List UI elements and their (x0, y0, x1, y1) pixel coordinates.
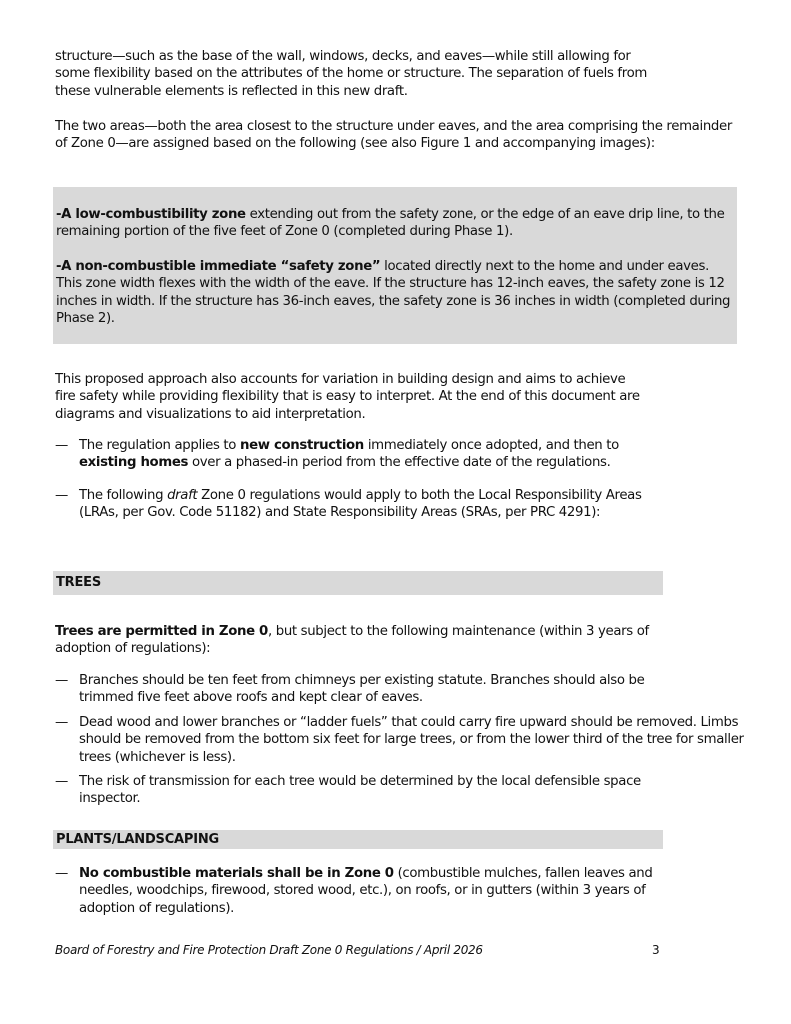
list-item: — Dead wood and lower branches or “ladder fuels” that could carry fire upward should be removed. Limbs should be removed from the bottom six feet for large trees, or from the lower third of the tree for smaller trees (whichever is less). (55, 715, 744, 765)
low-combustibility-zone-label: -A low-combustibility zone (56, 207, 246, 222)
dash-marker: — (55, 438, 68, 453)
dash-marker: — (55, 488, 68, 503)
zone-definitions-callout (53, 187, 737, 344)
safety-zone-text: located directly next to the home and under eaves. This zone width flexes with the width of the eave. If the structure has 12-inch eaves, the safety zone is 12 inches in width. If the structure has 36-inch eaves, the safety zone is 36 inches in width (completed during Phase 2). (56, 259, 731, 327)
dash-marker: — (55, 673, 68, 688)
low-combustibility-zone-item (56, 206, 736, 241)
existing-homes-term: existing homes (79, 455, 189, 471)
new-construction-term: new construction (239, 438, 364, 453)
trees-section-heading: TREES (53, 571, 663, 595)
safety-zone-label: -A non-combustible immediate “safety zone” (56, 259, 381, 274)
dash-marker: — (55, 715, 68, 730)
draft-term: draft (167, 488, 198, 503)
page-number: 3 (652, 943, 660, 957)
dash-marker: — (55, 866, 68, 881)
no-combustible-materials-label: No combustible materials shall be in Zone 0 (79, 866, 394, 881)
plants-section-heading: PLANTS/LANDSCAPING (53, 830, 663, 849)
page-footer: Board of Forestry and Fire Protection Draft Zone 0 Regulations / April 2026 (55, 943, 483, 957)
approach-paragraph: This proposed approach also accounts for variation in building design and aims to achieve fire safety while providing flexibility that is easy to interpret. At the end of this document are diagrams and visualizations to aid interpretation. (55, 372, 640, 422)
list-item: — No combustible materials shall be in Zone 0 (combustible mulches, fallen leaves and needles, woodchips, firewood, stored wood, etc.), on roofs, or in gutters (within 3 years of adoption of regulations). (55, 866, 653, 916)
intro-paragraph-1: structure—such as the base of the wall, windows, decks, and eaves—while still allowing for some flexibility based on the attributes of the home or structure. The separation of fuels from these vulnerable elements is reflected in this new draft. (55, 49, 647, 99)
safety-zone-item (56, 258, 736, 328)
trees-permitted-label: Trees are permitted in Zone 0 (55, 624, 268, 639)
list-item: — The risk of transmission for each tree would be determined by the local defensible space inspector. (55, 774, 641, 807)
dash-marker: — (55, 774, 68, 789)
intro-paragraph-2: The two areas—both the area closest to the structure under eaves, and the area comprising the remainder of Zone 0—are assigned based on the following (see also Figure 1 and accompanying images): (55, 119, 732, 152)
trees-intro: Trees are permitted in Zone 0, but subject to the following maintenance (within 3 years of adoption of regulations): (55, 624, 649, 657)
list-item: — The regulation applies to new construction immediately once adopted, and then to existing homes over a phased-in period from the effective date of the regulations. (55, 438, 619, 471)
list-item: — The following draft Zone 0 regulations would apply to both the Local Responsibility Areas (LRAs, per Gov. Code 51182) and State Responsibility Areas (SRAs, per PRC 4291): (55, 488, 642, 521)
list-item: — Branches should be ten feet from chimneys per existing statute. Branches should also be trimmed five feet above roofs and kept clear of eaves. (55, 673, 645, 706)
low-combustibility-zone-text: extending out from the safety zone, or the edge of an eave drip line, to the remaining portion of the five feet of Zone 0 (completed during Phase 1). (56, 207, 725, 240)
